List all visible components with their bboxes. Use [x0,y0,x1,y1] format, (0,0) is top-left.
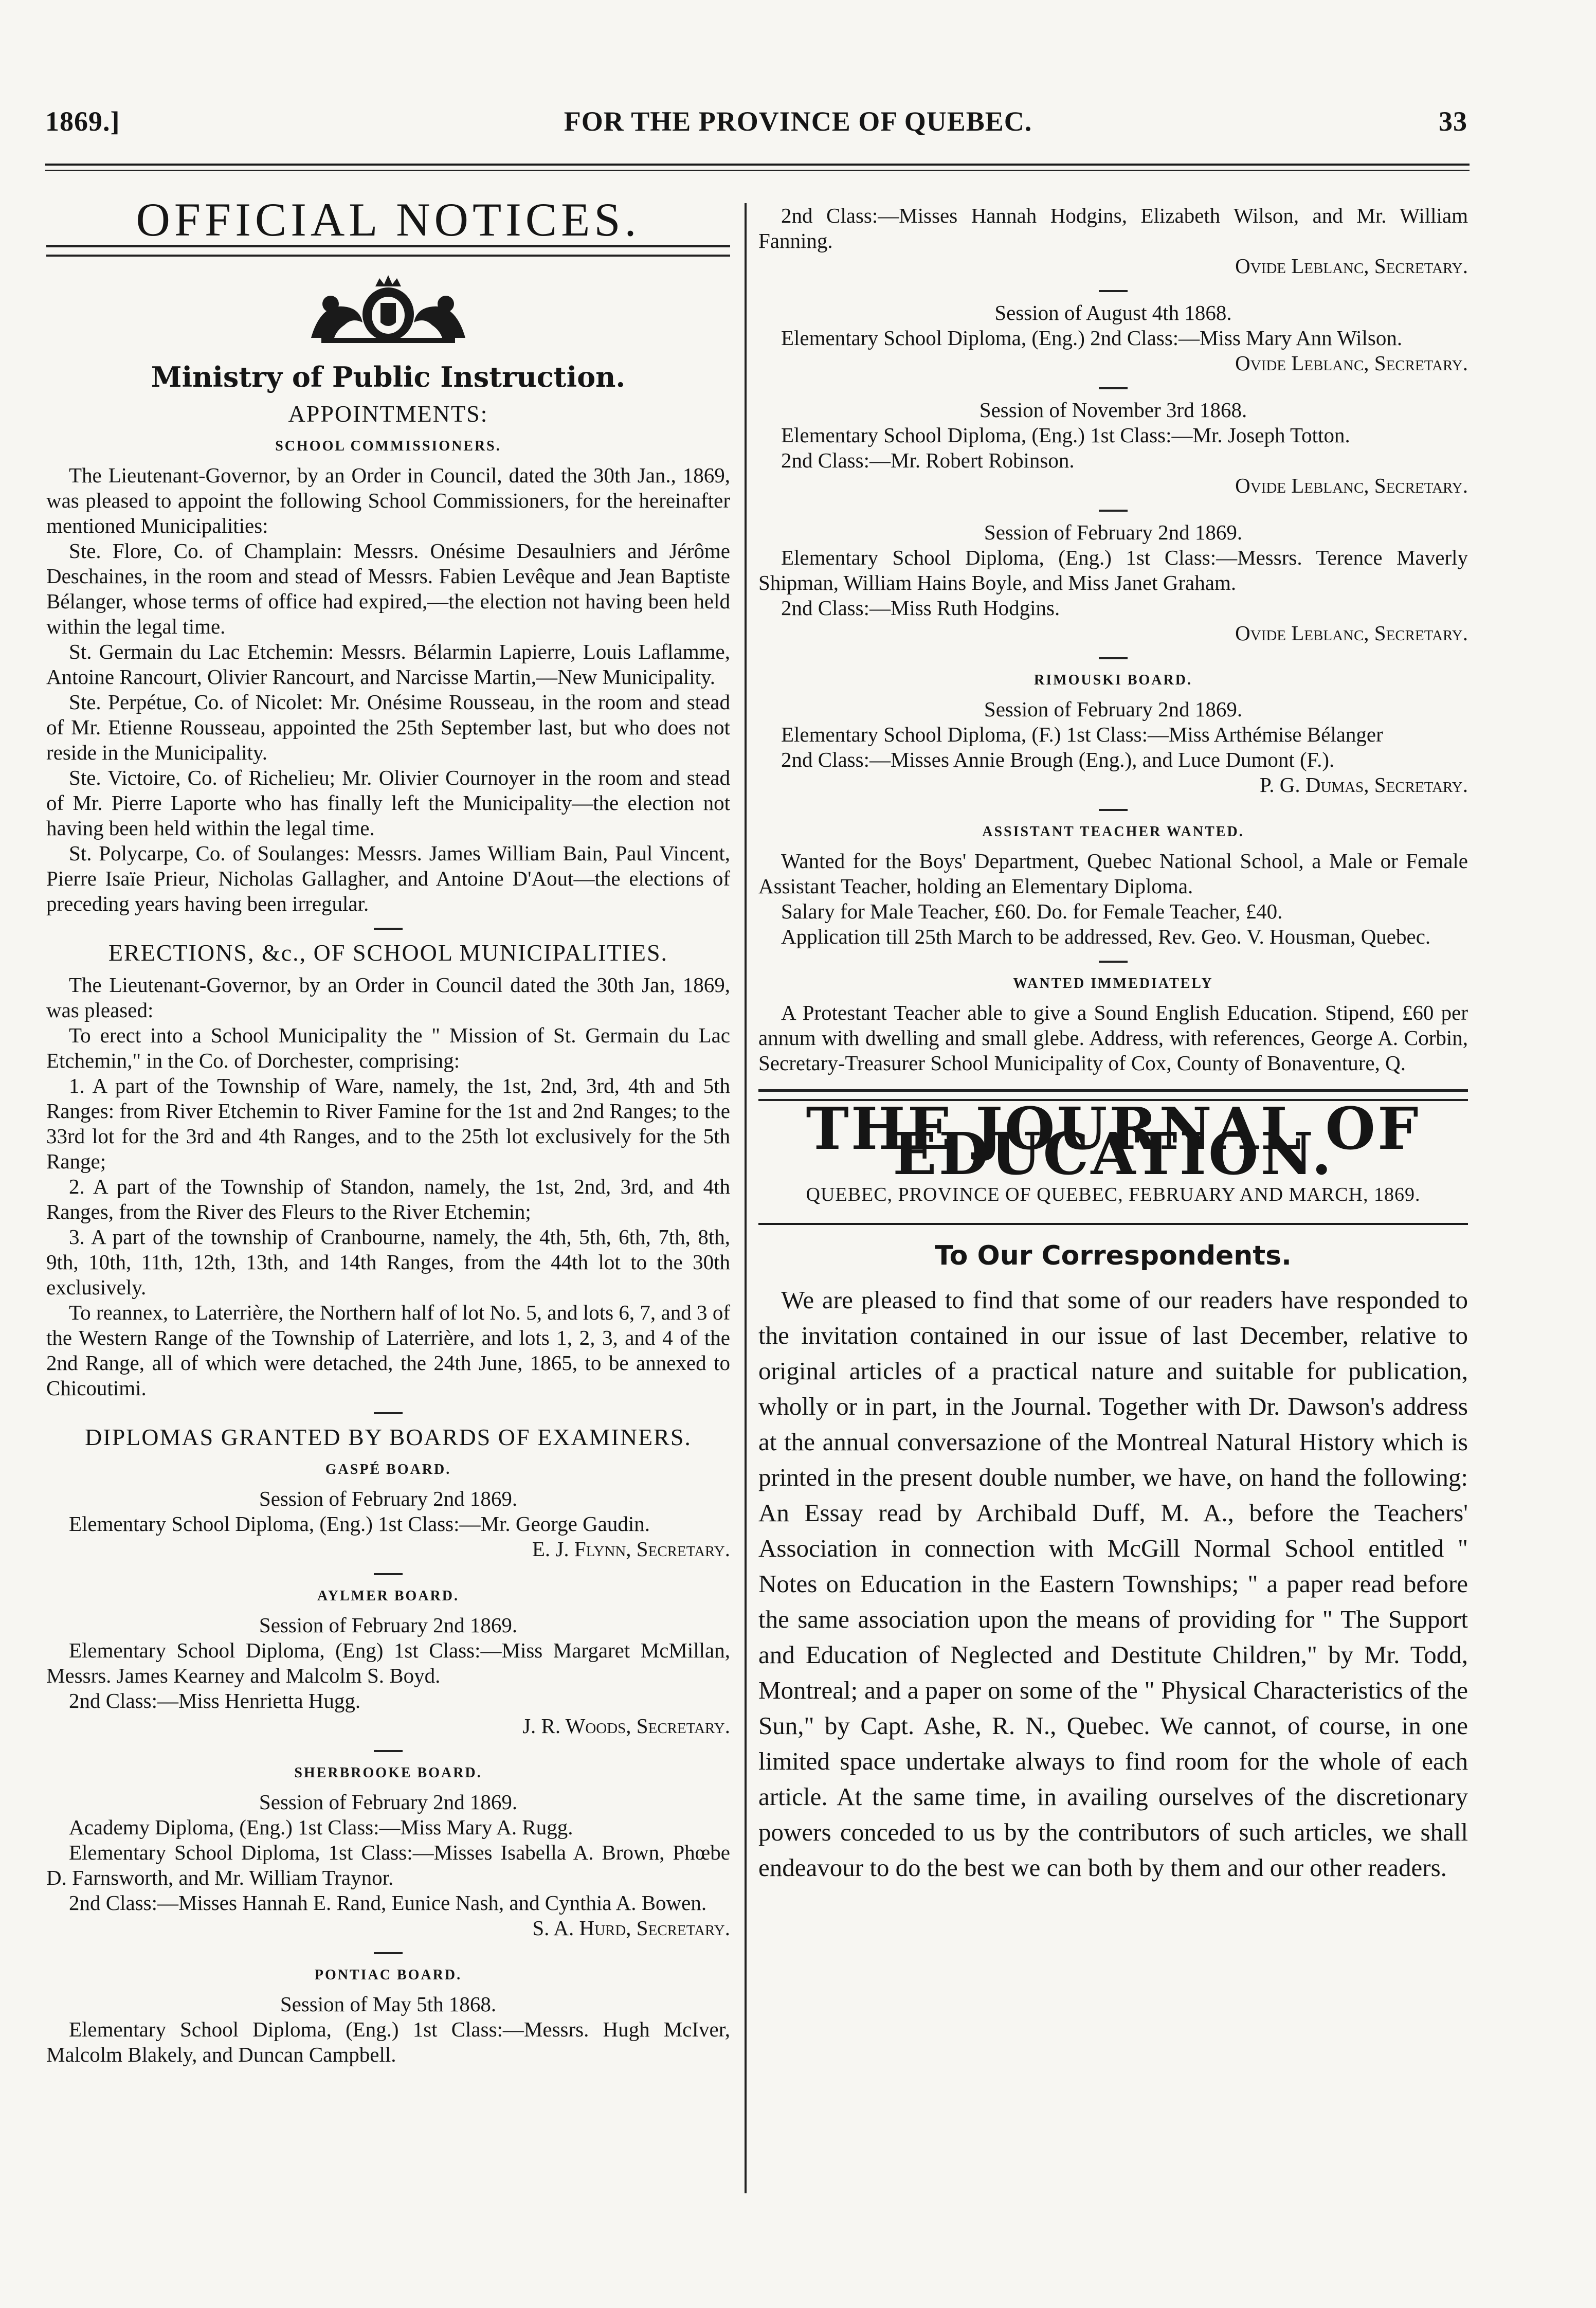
separator-dash [374,1952,403,1954]
secretary-signature: Ovide Leblanc, Secretary. [1235,254,1468,278]
separator-dash [374,928,403,930]
ministry-heading: Ministry of Public Instruction. [151,360,626,393]
secretary-signature: Ovide Leblanc, Secretary. [1235,474,1468,497]
appointment-paragraph: Ste. Victoire, Co. of Richelieu; Mr. Olivier Cournoyer in the room and stead of Mr. Pierre Laporte who has finally left the Municipality—the election not having been held within the legal time. [46,766,730,840]
diploma-line: 2nd Class:—Misses Annie Brough (Eng.), and Luce Dumont (F.). [781,748,1335,771]
advert-paragraph: Application till 25th March to be addressed, Rev. Geo. V. Housman, Quebec. [781,925,1431,948]
diploma-line: 2nd Class:—Misses Hannah E. Rand, Eunice Nash, and Cynthia A. Bowen. [69,1891,707,1915]
board-heading: RIMOUSKI BOARD. [1034,672,1192,688]
session-line: Session of February 2nd 1869. [259,1790,518,1814]
appointment-paragraph: The Lieutenant-Governor, by an Order in Council, dated the 30th Jan., 1869, was pleased to appoint the following School Commissioners, for the hereinafter mentioned Municipalities: [46,463,730,537]
erection-paragraph: 2. A part of the Township of Standon, namely, the 1st, 2nd, 3rd, and 4th Ranges, from the River des Fleurs to the River Etchemin; [46,1175,730,1223]
secretary-signature: Ovide Leblanc, Secretary. [1235,621,1468,645]
erection-paragraph: To erect into a School Municipality the " Mission of St. Germain du Lac Etchemin," in the Co. of Dorchester, comprising: [46,1023,730,1072]
secretary-signature: S. A. Hurd, Secretary. [532,1916,730,1940]
diploma-line: Elementary School Diploma, (Eng.) 1st Class:—Mr. George Gaudin. [69,1512,650,1536]
double-rule [46,245,730,257]
session-line: Session of August 4th 1868. [994,301,1232,324]
erections-heading: ERECTIONS, &c., OF SCHOOL MUNICIPALITIES. [108,940,668,966]
wanted-immediately-heading: WANTED IMMEDIATELY [1013,976,1213,991]
column-divider [745,203,747,2193]
secretary-signature: J. R. Woods, Secretary. [522,1714,730,1738]
diploma-line: Elementary School Diploma, (F.) 1st Class:—Miss Arthémise Bélanger [781,723,1383,746]
erection-paragraph: 3. A part of the township of Cranbourne, namely, the 4th, 5th, 6th, 7th, 8th, 9th, 10th, 11th, 12th, 13th, and 14th Ranges, from the 44th lot to the 30th exclusively. [46,1225,730,1299]
header-rule [45,164,1470,166]
separator-dash [1099,809,1128,811]
right-column [758,203,1468,1885]
left-column [46,193,730,2067]
diploma-line: Elementary School Diploma, (Eng) 1st Class:—Miss Margaret McMillan, Messrs. James Kearney and Malcolm S. Boyd. [46,1638,730,1687]
session-line: Session of February 2nd 1869. [984,520,1243,544]
appointments-heading: APPOINTMENTS: [288,401,488,427]
appointment-paragraph: St. Polycarpe, Co. of Soulanges: Messrs. James William Bain, Paul Vincent, Pierre Isaïe Prieur, Nicholas Gallagher, and Antoine D'Aout—the elections of preceding years having been irregular. [46,841,730,915]
dateline-rule [758,1223,1468,1225]
erection-paragraph: 1. A part of the Township of Ware, namely, the 1st, 2nd, 3rd, 4th and 5th Ranges: from River Etchemin to River Famine for the 1st and 2nd Ranges; to the 33rd lot for the 3rd and 4th Ranges, and to the 25th lot exclusively for the 5th Range; [46,1074,730,1173]
session-line: Session of May 5th 1868. [280,1992,497,2016]
correspondents-heading: To Our Correspondents. [935,1240,1292,1271]
session-line: Session of February 2nd 1869. [259,1613,518,1637]
correspondents-body: We are pleased to find that some of our readers have responded to the invitation contained in our issue of last December, relative to original articles of a practical nature and suitable for publication, wholly or in part, in the Journal. Together with Dr. Dawson's address at the annual conversazione of the Montreal Natural History which is printed in the present double number, we have, on hand the following: An Essay read by Archibald Duff, M. A., before the Teachers' Association in connection with McGill Normal School entitled " Notes on Education in the Eastern Townships; " a paper read before the same association upon the means of providing for " The Support and Education of Neglected and Destitute Children," by Mr. Todd, Montreal; and a paper on some of the " Physical Characteristics of the Sun," by Capt. Ashe, R. N., Quebec. We cannot, of course, in one limited space undertake always to find room for the whole of each article. At the same time, in availing ourselves of the discretionary powers conceded to us by the contributors of such articles, we shall endeavour to do the best we can both by them and our other readers. [758,1286,1468,1882]
advert-paragraph: Salary for Male Teacher, £60. Do. for Female Teacher, £40. [781,899,1283,923]
separator-dash [1099,961,1128,963]
header-title: FOR THE PROVINCE OF QUEBEC. [564,106,1032,137]
diploma-line: 2nd Class:—Mr. Robert Robinson. [781,448,1075,472]
separator-dash [1099,510,1128,512]
erection-paragraph: The Lieutenant-Governor, by an Order in Council dated the 30th Jan, 1869, was pleased: [46,973,730,1022]
secretary-signature: E. J. Flynn, Secretary. [532,1537,730,1561]
dateline: QUEBEC, PROVINCE OF QUEBEC, FEBRUARY AND MARCH, 1869. [806,1184,1421,1205]
secretary-signature: Ovide Leblanc, Secretary. [1235,351,1468,375]
separator-dash [374,1412,403,1414]
diplomas-heading: DIPLOMAS GRANTED BY BOARDS OF EXAMINERS. [85,1424,692,1450]
diploma-line: Elementary School Diploma, (Eng.) 2nd Class:—Miss Mary Ann Wilson. [781,326,1403,350]
page-number: 33 [1439,106,1467,137]
board-heading: AYLMER BOARD. [317,1588,459,1604]
appointment-paragraph: Ste. Perpétue, Co. of Nicolet: Mr. Onésime Rousseau, in the room and stead of Mr. Etienne Rousseau, appointed the 25th September last, but who does not reside in the Municipality. [46,690,730,764]
erection-paragraph: To reannex, to Laterrière, the Northern half of lot No. 5, and lots 6, 7, and 3 of the Western Range of the Township of Laterrière, and lots 1, 2, 3, and 4 of the 2nd Range, all of which were detached, the 24th June, 1865, to be annexed to Chicoutimi. [46,1301,730,1400]
royal-crest-icon [291,272,486,359]
diploma-line: 2nd Class:—Misses Hannah Hodgins, Elizabeth Wilson, and Mr. William Fanning. [758,204,1468,253]
diploma-line: Elementary School Diploma, 1st Class:—Misses Isabella A. Brown, Phœbe D. Farnsworth, and Mr. William Traynor. [46,1841,730,1889]
separator-dash [374,1750,403,1752]
header-date: 1869.] [45,106,120,137]
appointment-paragraph: St. Germain du Lac Etchemin: Messrs. Bélarmin Lapierre, Louis Laflamme, Antoine Rancourt, Olivier Rancourt, and Narcisse Martin,—New Municipality. [46,640,730,689]
diploma-line: Elementary School Diploma, (Eng.) 1st Class:—Messrs. Hugh McIver, Malcolm Blakely, and Duncan Campbell. [46,2017,730,2066]
board-heading: SHERBROOKE BOARD. [294,1765,482,1781]
header-rule-thin [45,170,1470,171]
diploma-line: 2nd Class:—Miss Henrietta Hugg. [69,1689,361,1712]
advert-paragraph: A Protestant Teacher able to give a Sound English Education. Stipend, £60 per annum with dwelling and small glebe. Address, with references, George A. Corbin, Secretary-Treasurer School Municipality of Cox, County of Bonaventure, Q. [758,1001,1468,1075]
separator-dash [374,1573,403,1575]
diploma-line: Academy Diploma, (Eng.) 1st Class:—Miss Mary A. Rugg. [69,1815,573,1839]
school-commissioners-heading: SCHOOL COMMISSIONERS. [275,438,501,454]
session-line: Session of February 2nd 1869. [984,697,1243,721]
session-line: Session of November 3rd 1868. [979,398,1247,422]
separator-dash [1099,387,1128,389]
separator-dash [1099,290,1128,292]
secretary-signature: P. G. Dumas, Secretary. [1260,773,1468,797]
diploma-line: Elementary School Diploma, (Eng.) 1st Class:—Messrs. Terence Maverly Shipman, William Hains Boyle, and Miss Janet Graham. [758,546,1468,594]
journal-title: THE JOURNAL OF EDUCATION. [806,1095,1421,1188]
assistant-wanted-heading: ASSISTANT TEACHER WANTED. [982,824,1244,840]
separator-dash [1099,657,1128,659]
diploma-line: 2nd Class:—Miss Ruth Hodgins. [781,596,1060,620]
session-line: Session of February 2nd 1869. [259,1487,518,1510]
board-heading: PONTIAC BOARD. [314,1967,462,1983]
official-notices-title: OFFICIAL NOTICES. [136,193,641,246]
board-heading: GASPÉ BOARD. [325,1462,451,1477]
advert-paragraph: Wanted for the Boys' Department, Quebec National School, a Male or Female Assistant Teacher, holding an Elementary Diploma. [758,849,1468,898]
appointment-paragraph: Ste. Flore, Co. of Champlain: Messrs. Onésime Desaulniers and Jérôme Deschaines, in the room and stead of Messrs. Fabien Levêque and Jean Baptiste Bélanger, whose terms of office had expired,—the election not having been held within the legal time. [46,539,730,638]
diploma-line: Elementary School Diploma, (Eng.) 1st Class:—Mr. Joseph Totton. [781,423,1350,447]
